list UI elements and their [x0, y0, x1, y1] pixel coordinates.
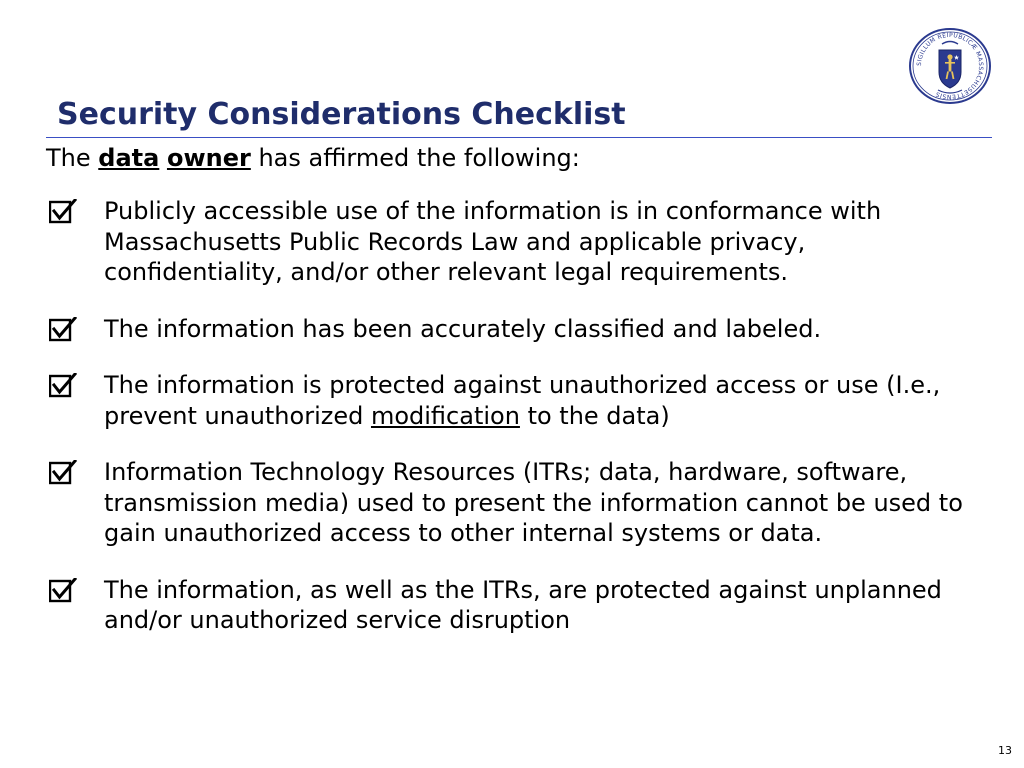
massachusetts-seal-icon — [908, 28, 992, 104]
checklist-item-text: Publicly accessible use of the information is in conformance with Massachusetts Public Records Law and applicable privacy, confidentiality, and/or other relevant legal requirements. — [104, 197, 882, 286]
checklist-item-text-after: to the data) — [519, 401, 670, 430]
checked-box-icon — [49, 578, 77, 604]
checklist-item — [46, 196, 976, 288]
checklist-item-text-before: The information is protected against unauthorized access or use (I.e., prevent unauthorized — [104, 371, 941, 430]
checklist-item — [46, 575, 976, 636]
checklist-item-text: Information Technology Resources (ITRs; data, hardware, software, transmission media) used to present the information cannot be used to gain unauthorized access to other internal systems or data. — [104, 458, 963, 547]
checked-box-icon — [49, 373, 77, 399]
checked-box-icon — [49, 199, 77, 225]
checked-box-icon — [49, 460, 77, 486]
svg-text:SIGILLUM REIPUBLICÆ MASSACHUSE: SIGILLUM REIPUBLICÆ MASSACHUSETTENSIS — [915, 31, 985, 101]
slide-title: Security Considerations Checklist — [57, 97, 626, 132]
checklist-item-text: The information, as well as the ITRs, are protected against unplanned and/or unauthorized service disruption — [104, 575, 942, 634]
intro-prefix: The — [46, 144, 99, 172]
intro-line — [46, 143, 580, 173]
intro-space — [159, 144, 167, 172]
intro-keyword-owner: owner — [166, 144, 251, 172]
title-divider — [46, 137, 992, 138]
checklist-item-text: The information has been accurately classified and labeled. — [104, 314, 822, 343]
checklist-item — [46, 370, 976, 431]
checklist — [46, 196, 976, 662]
intro-keyword-data: data — [98, 144, 160, 172]
checklist-item — [46, 314, 976, 345]
underlined-word-modification: modification — [370, 401, 520, 430]
checklist-item — [46, 457, 976, 549]
checked-box-icon — [49, 317, 77, 343]
intro-suffix: has affirmed the following: — [250, 144, 580, 172]
page-number: 13 — [998, 744, 1012, 757]
